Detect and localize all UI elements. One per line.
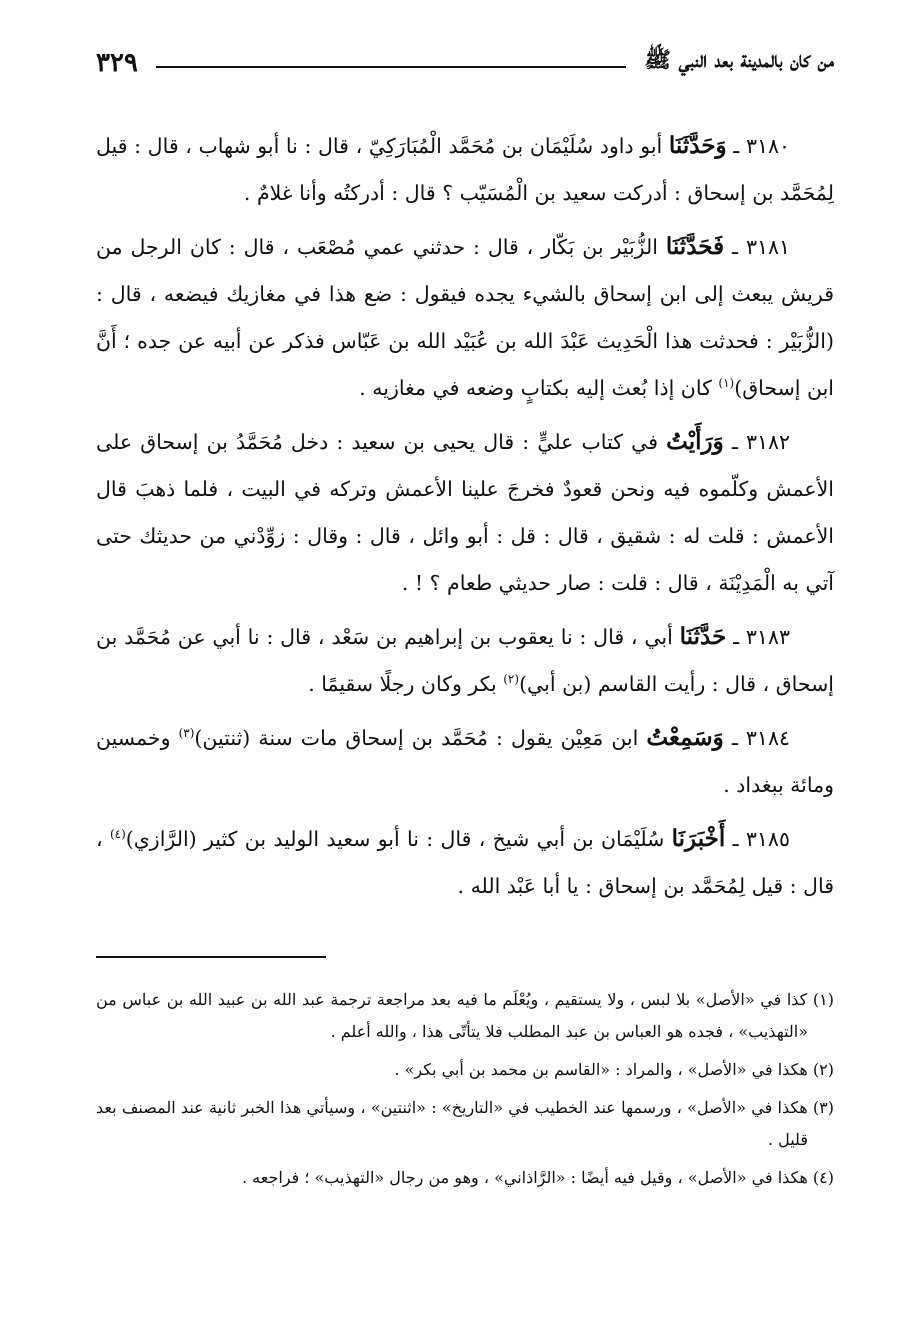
hadith-opener: وَسَمِعْتُ [646,724,724,751]
hadith-text: الزُّبَيْر بن بَكّار ، قال : حدثني عمي مُصْعَب ، قال : كان الرجل من قريش يبعث إلى ابن إسحاق بالشيء يجده فيقول : ضع هذا في مغازيك فيضعه ، قال : (الزُّبَيْر : فحدثت هذا الْحَدِيث عَبْدَ الله بن عُبَيْد الله بن عَبّاس فذكر عن أبيه عن جده ؛ أَنَّ ابن إسحاق) [96,235,834,400]
hadith-3182 [96,418,834,607]
hadith-text: في كتاب عليٍّ : قال يحيى بن سعيد : دخل مُحَمَّدُ بن إسحاق على الأعمش وكلّموه فيه ونحن قعودٌ فخرجَ علينا الأعمش وتركه في البيت ، فلما ذهبَ قال الأعمش : قلت له : شقيق ، قال : قل : أبو وائل ، قال : وقال : زوِّدْني من حديثك حتى آتي به الْمَدِيْنَة ، قال : قلت : صار حديثي طعام ؟ ! . [96,430,834,595]
footnotes [96,984,834,1194]
hadith-text-continued: وخمسين ومائة ببغداد . [96,726,834,797]
footnote-ref-3[interactable]: (٣) [178,726,195,741]
hadith-number: ٣١٨٥ ـ [732,827,790,851]
footnote-label: (٤) [812,1168,834,1187]
hadith-number: ٣١٨٢ ـ [731,430,790,454]
hadith-text: أبي ، قال : نا يعقوب بن إبراهيم بن سَعْد ، قال : نا أبي عن مُحَمَّد بن إسحاق ، قال : رأيت القاسم (بن أبي) [96,625,834,696]
footnote-label: (٢) [812,1060,834,1079]
footnote-text: هكذا في «الأصل» ، ورسمها عند الخطيب في «التاريخ» : «اثنتين» ، وسيأتي هذا الخبر ثانية عند المصنف بعد قليل . [96,1098,808,1149]
hadith-3180 [96,122,834,217]
hadith-text-continued: بكر وكان رجلًا سقيمًا . [308,672,497,696]
footnote-label: (١) [812,990,834,1009]
hadith-text: أبو داود سُلَيْمَان بن مُحَمَّد الْمُبَارَكِيّ ، قال : نا أبو شهاب ، قال : قيل لِمُحَمَّد بن إسحاق : أدركت سعيد بن الْمُسَيّب ؟ قال : أدركتُه وأنا غلامٌ . [96,134,834,205]
hadith-opener: حَدَّثَنَا [679,623,727,650]
hadith-3183 [96,613,834,708]
footnote-1 [96,984,834,1048]
hadith-opener: أَخْبَرَنَا [671,825,726,852]
hadith-opener: وَرَأَيْتُ [666,428,724,455]
page-number: ٣٢٩ [96,48,138,78]
hadith-3185 [96,815,834,910]
hadith-number: ٣١٨٣ ـ [733,625,790,649]
footnote-3 [96,1092,834,1156]
main-text [96,122,834,910]
footnote-ref-4[interactable]: (٤) [109,827,126,842]
hadith-text: ابن مَعِيْن يقول : مُحَمَّد بن إسحاق مات سنة (ثنتين) [194,726,639,750]
footnote-text: كذا في «الأصل» بلا لبس ، ولا يستقيم ، ويُعْلَم ما فيه بعد مراجعة ترجمة عبد الله بن عبيد الله بن عباس من «التهذيب» ، فجده هو العباس بن عبد المطلب فلا يتأتّى هذا ، والله أعلم . [96,990,808,1041]
hadith-number: ٣١٨١ ـ [732,235,790,259]
hadith-number: ٣١٨٤ ـ [731,726,790,750]
hadith-text-continued: ، قال : قيل لِمُحَمَّد بن إسحاق : يا أبا عَبْد الله . [96,827,834,898]
running-header [96,38,834,78]
footnote-text: هكذا في «الأصل» ، وقيل فيه أيضًا : «الرَّاذاني» ، وهو من رجال «التهذيب» ؛ فراجعه . [241,1168,808,1187]
footnote-2 [96,1054,834,1086]
running-title: من كان بالمدينة بعد النبي ﷺ [644,47,834,73]
hadith-3184 [96,714,834,809]
footnote-label: (٣) [812,1098,834,1117]
hadith-text: سُلَيْمَان بن أبي شيخ ، قال : نا أبو سعيد الوليد بن كثير (الرَّازي) [125,827,665,851]
footnote-separator [96,956,326,958]
hadith-opener: وَحَدَّثَنَا [668,132,727,159]
footnote-4 [96,1162,834,1194]
footnote-text: هكذا في «الأصل» ، والمراد : «القاسم بن محمد بن أبي بكر» . [394,1060,808,1079]
hadith-number: ٣١٨٠ ـ [733,134,790,158]
hadith-3181 [96,223,834,412]
hadith-opener: فَحَدَّثَنَا [665,233,725,260]
footnote-ref-2[interactable]: (٢) [503,672,520,687]
hadith-text-continued: كان إذا بُعث إليه بكتابٍ وضعه في مغازيه . [359,376,712,400]
footnote-ref-1[interactable]: (١) [718,376,735,391]
header-rule [156,66,626,68]
